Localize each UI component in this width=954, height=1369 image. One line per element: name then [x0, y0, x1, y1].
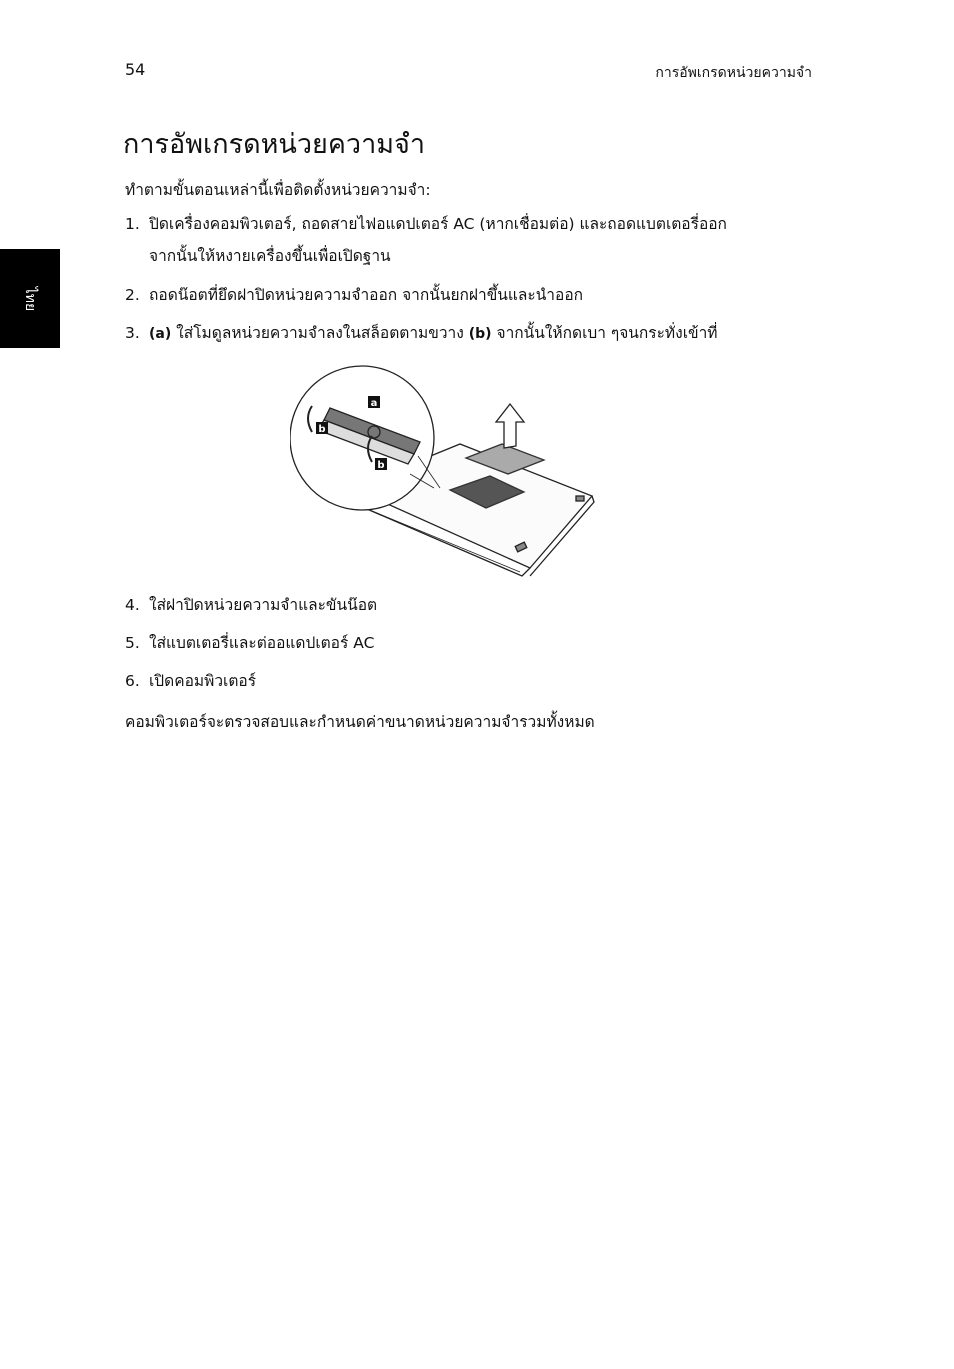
step-6: [125, 665, 256, 697]
step-3-text-a: ใส่โมดูลหน่วยความจำลงในสล็อตตามขวาง: [171, 324, 469, 342]
step-2-number: 2.: [125, 286, 140, 304]
outro-text: คอมพิวเตอร์จะตรวจสอบและกำหนดค่าขนาดหน่วยความจำรวมทั้งหมด: [125, 713, 595, 731]
step-4-text: ใส่ฝาปิดหน่วยความจำและขันน๊อต: [149, 596, 378, 614]
step-6-text: เปิดคอมพิวเตอร์: [149, 672, 257, 690]
step-4: [125, 589, 377, 621]
step-6-number: 6.: [125, 672, 140, 690]
callout-b-label-left: b: [318, 424, 326, 435]
page-title: การอัพเกรดหน่วยความจำ: [123, 129, 426, 160]
step-1: [125, 208, 727, 272]
running-header: การอัพเกรดหน่วยความจำ: [655, 65, 812, 81]
side-tab-label: ไทย: [22, 286, 38, 311]
callout-b-label-bottom: b: [377, 460, 385, 471]
step-1-text-line2: จากนั้นให้หงายเครื่องขึ้นเพื่อเปิดฐาน: [149, 247, 391, 265]
step-3-text-b: จากนั้นให้กดเบา ๆจนกระทั่งเข้าที่: [491, 324, 718, 342]
step-5-number: 5.: [125, 634, 140, 652]
step-3-label-a: (a): [149, 326, 172, 342]
step-2: [125, 279, 583, 311]
step-5: [125, 627, 374, 659]
callout-a-label: a: [370, 398, 378, 409]
intro-text: ทำตามขั้นตอนเหล่านี้เพื่อติดตั้งหน่วยความจำ:: [125, 181, 431, 199]
memory-install-illustration: [290, 356, 610, 578]
step-4-number: 4.: [125, 596, 140, 614]
step-3-number: 3.: [125, 324, 140, 342]
step-1-number: 1.: [125, 215, 140, 233]
step-2-text: ถอดน๊อตที่ยึดฝาปิดหน่วยความจำออก จากนั้นยกฝาขึ้นและนำออก: [149, 286, 584, 304]
page-number: 54: [125, 60, 146, 79]
step-1-text: ปิดเครื่องคอมพิวเตอร์, ถอดสายไฟอแดปเตอร์ AC (หากเชื่อมต่อ) และถอดแบตเตอรี่ออก: [149, 215, 727, 233]
language-side-tab: [0, 249, 60, 348]
step-3: [125, 317, 718, 350]
step-5-text: ใส่แบตเตอรี่และต่ออแดปเตอร์ AC: [149, 634, 375, 652]
step-3-label-b: (b): [468, 326, 492, 342]
